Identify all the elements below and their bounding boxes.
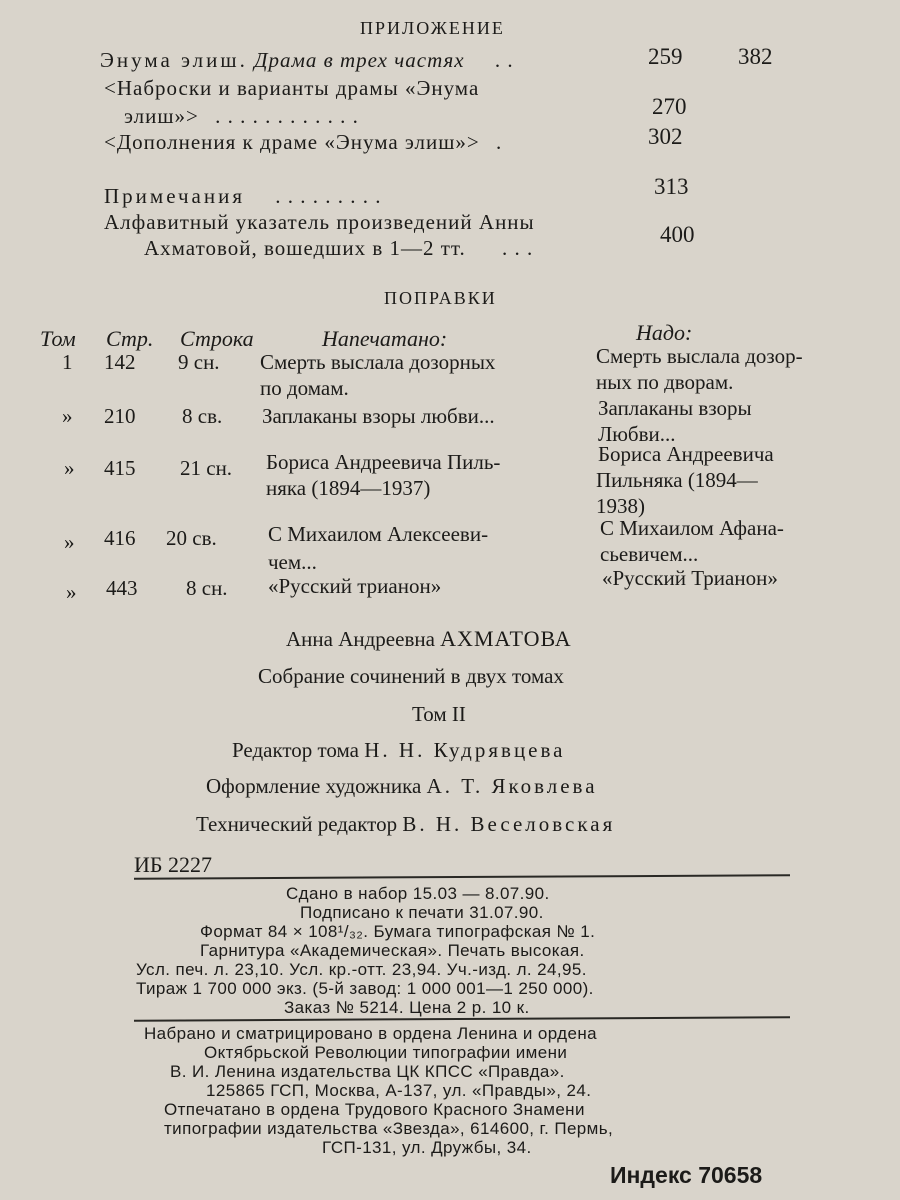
toc-entry-sketches-line2: элиш»> . . . . . . . . . . . . (124, 104, 359, 128)
divider (134, 1016, 790, 1021)
pub-line: Тираж 1 700 000 экз. (5-й завод: 1 000 001—1 250 000). (136, 979, 594, 998)
printer-line: Отпечатано в ордена Трудового Красного Знамени (164, 1100, 585, 1119)
row-should: 1938) (596, 494, 645, 518)
row-line: 8 сн. (186, 576, 228, 600)
row-printed: С Михаилом Алексееви- (268, 522, 489, 546)
row-page: 142 (104, 350, 136, 374)
row-should: Бориса Андреевича (598, 442, 774, 466)
row-line: 21 сн. (180, 456, 233, 480)
toc-entry-enuma: Энума элиш. Драма в трех частях . . (100, 48, 514, 72)
toc-page: 259 (648, 44, 683, 69)
row-printed: Бориса Андреевича Пиль- (266, 450, 501, 474)
row-should: «Русский Трианон» (602, 566, 778, 590)
toc-entry-index-line2: Ахматовой, вошедших в 1—2 тт. . . . (144, 236, 534, 260)
pub-line: Подписано к печати 31.07.90. (300, 903, 544, 922)
row-should: Смерть выслала дозор- (596, 344, 803, 368)
row-page: 415 (104, 456, 136, 480)
row-printed: Смерть выслала дозорных (260, 350, 496, 374)
toc-page: 302 (648, 124, 683, 149)
divider (134, 874, 790, 879)
row-should: ных по дворам. (596, 370, 734, 394)
pub-line: Формат 84 × 108¹/₃₂. Бумага типографская № 1. (200, 922, 596, 941)
toc-page: 313 (654, 174, 689, 199)
row-should: Любви... (598, 422, 676, 446)
row-line: 8 св. (182, 404, 223, 428)
toc-entry-additions: <Дополнения к драме «Энума элиш»> . (104, 130, 503, 154)
row-line: 9 сн. (178, 350, 220, 374)
row-should: сьевичем... (600, 542, 699, 566)
pub-line: Заказ № 5214. Цена 2 р. 10 к. (284, 998, 530, 1017)
row-printed: по домам. (260, 376, 349, 400)
column-vol: Том (40, 326, 76, 351)
row-page: 443 (106, 576, 138, 600)
row-printed: чем... (268, 550, 317, 574)
row-vol: 1 (62, 350, 73, 374)
toc-page: 270 (652, 94, 687, 119)
printer-line: В. И. Ленина издательства ЦК КПСС «Правда». (170, 1062, 565, 1081)
toc-entry-sketches: <Наброски и варианты драмы «Энума (104, 76, 480, 100)
row-line: 20 св. (166, 526, 217, 550)
tech-editor-line: Технический редактор В. Н. Веселовская (196, 812, 616, 836)
ib-number: ИБ 2227 (134, 852, 213, 877)
column-line: Строка (180, 326, 254, 351)
printer-line: типографии издательства «Звезда», 614600, г. Пермь, (164, 1119, 614, 1138)
row-vol: » (62, 404, 73, 428)
column-printed: Напечатано: (322, 326, 448, 351)
volume-label: Том II (412, 702, 466, 726)
printer-line: Октябрьской Революции типографии имени (204, 1043, 568, 1062)
printer-line: ГСП-131, ул. Дружбы, 34. (322, 1138, 532, 1157)
printer-line: 125865 ГСП, Москва, А-137, ул. «Правды», 24. (206, 1081, 592, 1100)
pub-line: Усл. печ. л. 23,10. Усл. кр.-отт. 23,94. Уч.-изд. л. 24,95. (136, 960, 587, 979)
row-vol: » (64, 456, 75, 480)
index-code: Индекс 70658 (610, 1162, 763, 1188)
row-should: С Михаилом Афана- (600, 516, 784, 540)
column-page: Стр. (106, 326, 154, 351)
editor-line: Редактор тома Н. Н. Кудрявцева (232, 738, 566, 762)
collection-title: Собрание сочинений в двух томах (258, 664, 564, 688)
row-page: 210 (104, 404, 136, 428)
toc-page-extra: 382 (738, 44, 773, 69)
pub-line: Гарнитура «Академическая». Печать высокая. (200, 941, 585, 960)
row-should: Пильняка (1894— (596, 468, 758, 492)
row-printed: «Русский трианон» (268, 574, 442, 598)
row-vol: » (64, 530, 75, 554)
toc-entry-notes: Примечания . . . . . . . . . (104, 184, 382, 208)
corrections-heading: ПОПРАВКИ (384, 288, 497, 308)
printer-line: Набрано и сматрицировано в ордена Ленина и ордена (144, 1024, 598, 1043)
row-printed: Заплаканы взоры любви... (262, 404, 495, 428)
toc-entry-index: Алфавитный указатель произведений Анны (104, 210, 535, 234)
row-printed: няка (1894—1937) (266, 476, 431, 500)
row-page: 416 (104, 526, 136, 550)
column-should: Надо: (636, 320, 693, 345)
designer-line: Оформление художника А. Т. Яковлева (206, 774, 598, 798)
row-should: Заплаканы взоры (598, 396, 752, 420)
author-line: Анна Андреевна АХМАТОВА (286, 626, 572, 651)
toc-page: 400 (660, 222, 695, 247)
row-vol: » (66, 580, 77, 604)
pub-line: Сдано в набор 15.03 — 8.07.90. (286, 884, 550, 903)
appendix-heading: ПРИЛОЖЕНИЕ (360, 18, 505, 38)
